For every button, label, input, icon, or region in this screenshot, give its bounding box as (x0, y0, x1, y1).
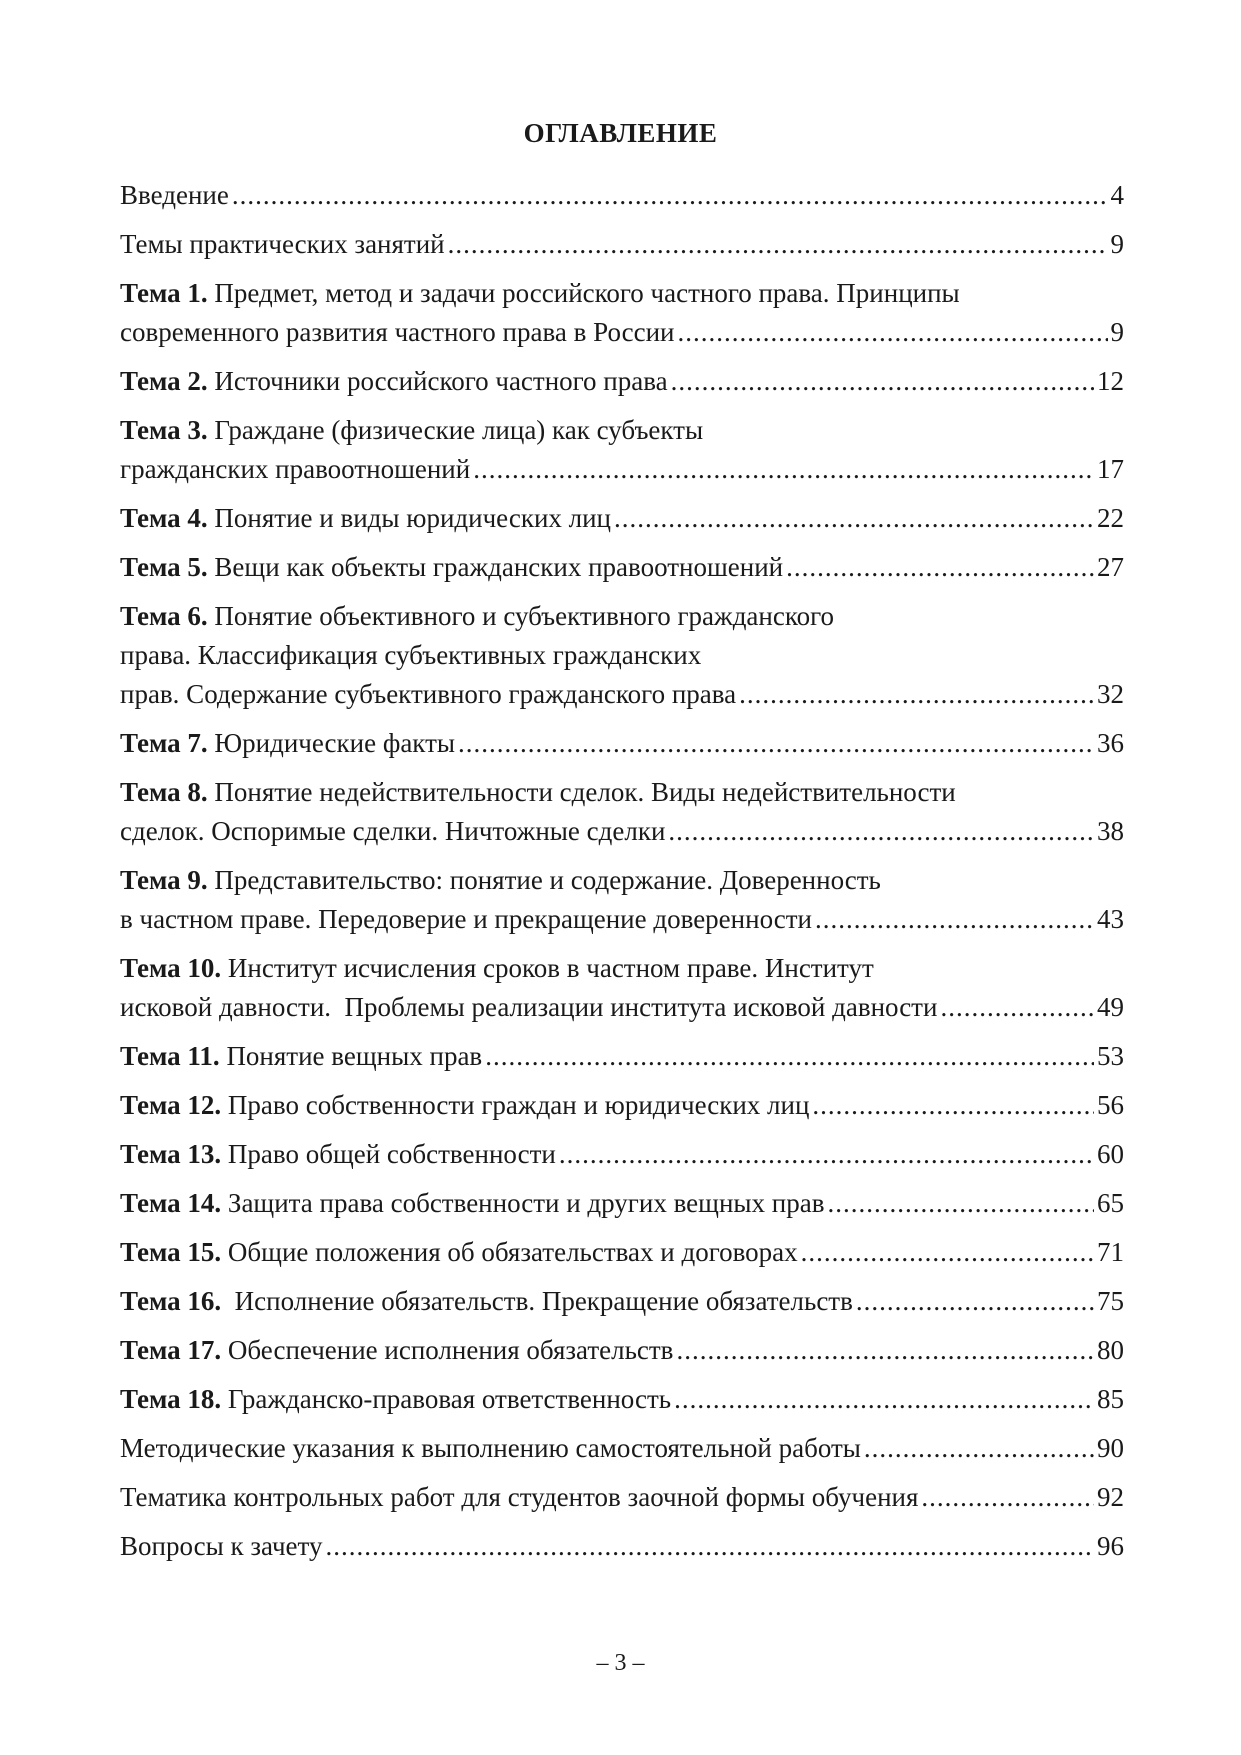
toc-leader-dots (671, 362, 1094, 401)
toc-leader-dots (678, 313, 1108, 352)
toc-entry-label: Тема 5. (120, 552, 208, 582)
toc-leader-dots (668, 812, 1094, 851)
toc-page-number: 53 (1097, 1041, 1124, 1071)
toc-entry-line (120, 1527, 1124, 1566)
toc-entry-line (120, 274, 1124, 313)
toc-page-number: 4 (1110, 180, 1124, 210)
toc-entry (120, 176, 1124, 215)
toc-entry-title: в частном праве. Передоверие и прекращение доверенности (120, 904, 812, 934)
toc-leader-dots (812, 1086, 1094, 1125)
toc-page-number: 56 (1097, 1090, 1124, 1120)
toc-entry-title: гражданских правоотношений (120, 454, 471, 484)
toc-entry-title: Общие положения об обязательствах и договорах (227, 1237, 798, 1267)
toc-entry-line (120, 499, 1124, 538)
toc-page-number: 27 (1097, 552, 1124, 582)
toc-entry-line (120, 411, 1124, 450)
toc-page-number: 22 (1097, 503, 1124, 533)
page-number: – 3 – (596, 1650, 645, 1676)
toc-entry-label: Тема 2. (120, 366, 208, 396)
toc-page-number: 38 (1097, 816, 1124, 846)
toc-entry (120, 1184, 1124, 1223)
toc-entry (120, 1037, 1124, 1076)
toc-entry (120, 1429, 1124, 1468)
toc-leader-dots (676, 1331, 1094, 1370)
toc-page-number: 60 (1097, 1139, 1124, 1169)
toc-leader-dots (614, 499, 1094, 538)
toc-page-number: 85 (1097, 1384, 1124, 1414)
toc-page-number: 32 (1097, 679, 1124, 709)
toc-entry-title: Методические указания к выполнению самостоятельной работы (120, 1433, 861, 1463)
toc-entry-line (120, 861, 1124, 900)
toc-entry (120, 1331, 1124, 1370)
toc-entry-title: Институт исчисления сроков в частном праве. Институт (227, 953, 874, 983)
toc-page-number: 96 (1097, 1531, 1124, 1561)
toc-page-number: 71 (1097, 1237, 1124, 1267)
toc-entry-line (120, 1429, 1124, 1468)
toc-entry-label: Тема 11. (120, 1041, 220, 1071)
toc-entry-title: Источники российского частного права (214, 366, 668, 396)
toc-entry-line (120, 724, 1124, 763)
toc-leader-dots (473, 450, 1094, 489)
toc-entry-line (120, 313, 1124, 352)
toc-leader-dots (921, 1478, 1094, 1517)
toc-page-number: 65 (1097, 1188, 1124, 1218)
toc-entry-title: Представительство: понятие и содержание. Доверенность (214, 865, 881, 895)
toc-entry-label: Тема 18. (120, 1384, 222, 1414)
toc-page-number: 49 (1097, 992, 1124, 1022)
toc-leader-dots (827, 1184, 1094, 1223)
toc-entry-title: современного развития частного права в России (120, 317, 675, 347)
toc-entry-line (120, 1037, 1124, 1076)
toc-entry (120, 773, 1124, 851)
toc-entry-title: сделок. Оспоримые сделки. Ничтожные сделки (120, 816, 666, 846)
toc-entry-line (120, 1331, 1124, 1370)
toc-entry-line (120, 450, 1124, 489)
toc-entry-line (120, 1086, 1124, 1125)
toc-entry-label: Тема 17. (120, 1335, 222, 1365)
table-of-contents (120, 176, 1124, 1576)
toc-entry-title: Понятие объективного и субъективного гражданского (214, 601, 834, 631)
toc-entry-title: Гражданско-правовая ответственность (227, 1384, 672, 1414)
toc-entry-label: Тема 16. (120, 1286, 222, 1316)
toc-entry-label: Тема 10. (120, 953, 222, 983)
toc-entry-label: Тема 3. (120, 415, 208, 445)
toc-entry-title: Защита права собственности и других вещных прав (227, 1188, 825, 1218)
toc-entry-label: Тема 13. (120, 1139, 222, 1169)
toc-page-number: 36 (1097, 728, 1124, 758)
toc-entry-line (120, 362, 1124, 401)
toc-entry-title: Вещи как объекты гражданских правоотношений (214, 552, 784, 582)
toc-entry-title: прав. Содержание субъективного гражданского права (120, 679, 737, 709)
toc-entry-label: Тема 8. (120, 777, 208, 807)
toc-entry-line (120, 1380, 1124, 1419)
toc-entry (120, 411, 1124, 489)
toc-entry (120, 1086, 1124, 1125)
toc-entry-title: Вопросы к зачету (120, 1531, 323, 1561)
toc-entry (120, 362, 1124, 401)
toc-leader-dots (801, 1233, 1094, 1272)
toc-entry (120, 1380, 1124, 1419)
toc-entry-line (120, 1478, 1124, 1517)
toc-page-number: 92 (1097, 1482, 1124, 1512)
toc-entry-label: Тема 9. (120, 865, 208, 895)
toc-leader-dots (739, 675, 1094, 714)
toc-entry-label: Тема 7. (120, 728, 208, 758)
toc-leader-dots (856, 1282, 1094, 1321)
toc-leader-dots (940, 988, 1094, 1027)
toc-entry-line (120, 773, 1124, 812)
toc-entry (120, 1527, 1124, 1566)
toc-entry-title: Обеспечение исполнения обязательств (227, 1335, 674, 1365)
toc-entry (120, 499, 1124, 538)
toc-leader-dots (458, 724, 1094, 763)
toc-entry (120, 861, 1124, 939)
toc-entry-title: Понятие недействительности сделок. Виды недействительности (214, 777, 956, 807)
toc-entry-line (120, 1135, 1124, 1174)
toc-leader-dots (864, 1429, 1094, 1468)
toc-entry (120, 1135, 1124, 1174)
toc-entry-line (120, 176, 1124, 215)
toc-leader-dots (325, 1527, 1094, 1566)
toc-entry-label: Тема 14. (120, 1188, 222, 1218)
toc-entry-title: Исполнение обязательств. Прекращение обязательств (227, 1286, 853, 1316)
toc-entry-title: Граждане (физические лица) как субъекты (214, 415, 704, 445)
toc-leader-dots (786, 548, 1094, 587)
toc-entry (120, 1282, 1124, 1321)
toc-entry-label: Тема 12. (120, 1090, 222, 1120)
toc-entry-title: Темы практических занятий (120, 229, 445, 259)
toc-entry (120, 274, 1124, 352)
toc-entry-label: Тема 4. (120, 503, 208, 533)
toc-entry-line (120, 1233, 1124, 1272)
toc-entry-title: Тематика контрольных работ для студентов заочной формы обучения (120, 1482, 919, 1512)
toc-page-number: 80 (1097, 1335, 1124, 1365)
toc-entry-title: Введение (120, 180, 229, 210)
toc-page-number: 75 (1097, 1286, 1124, 1316)
toc-entry-title: исковой давности. Проблемы реализации института исковой давности (120, 992, 938, 1022)
toc-entry-line (120, 1184, 1124, 1223)
toc-heading: ОГЛАВЛЕНИЕ (523, 118, 718, 148)
toc-entry-line (120, 1282, 1124, 1321)
toc-entry-line (120, 900, 1124, 939)
toc-entry (120, 225, 1124, 264)
toc-leader-dots (232, 176, 1108, 215)
toc-entry-line (120, 636, 1124, 675)
toc-entry-label: Тема 6. (120, 601, 208, 631)
toc-leader-dots (448, 225, 1108, 264)
toc-leader-dots (485, 1037, 1094, 1076)
toc-entry (120, 548, 1124, 587)
toc-entry (120, 724, 1124, 763)
toc-entry-line (120, 597, 1124, 636)
toc-entry-label: Тема 15. (120, 1237, 222, 1267)
toc-entry (120, 1233, 1124, 1272)
toc-leader-dots (674, 1380, 1094, 1419)
toc-page-number: 9 (1110, 229, 1124, 259)
toc-entry-line (120, 812, 1124, 851)
toc-entry-title: Понятие вещных прав (226, 1041, 483, 1071)
toc-page-number: 17 (1097, 454, 1124, 484)
toc-page-number: 43 (1097, 904, 1124, 934)
toc-entry-line (120, 225, 1124, 264)
toc-entry-line (120, 675, 1124, 714)
toc-entry (120, 597, 1124, 714)
toc-entry (120, 949, 1124, 1027)
toc-entry (120, 1478, 1124, 1517)
toc-entry-title: Право общей собственности (227, 1139, 556, 1169)
toc-entry-title: Понятие и виды юридических лиц (214, 503, 612, 533)
toc-page-number: 90 (1097, 1433, 1124, 1463)
toc-entry-line (120, 988, 1124, 1027)
toc-entry-title: права. Классификация субъективных гражданских (120, 640, 702, 670)
toc-entry-title: Предмет, метод и задачи российского частного права. Принципы (214, 278, 960, 308)
toc-entry-line (120, 949, 1124, 988)
toc-leader-dots (815, 900, 1094, 939)
toc-page-number: 12 (1097, 366, 1124, 396)
toc-entry-title: Юридические факты (214, 728, 456, 758)
toc-entry-label: Тема 1. (120, 278, 208, 308)
toc-leader-dots (559, 1135, 1094, 1174)
toc-entry-title: Право собственности граждан и юридических лиц (227, 1090, 810, 1120)
toc-page-number: 9 (1110, 317, 1124, 347)
toc-entry-line (120, 548, 1124, 587)
